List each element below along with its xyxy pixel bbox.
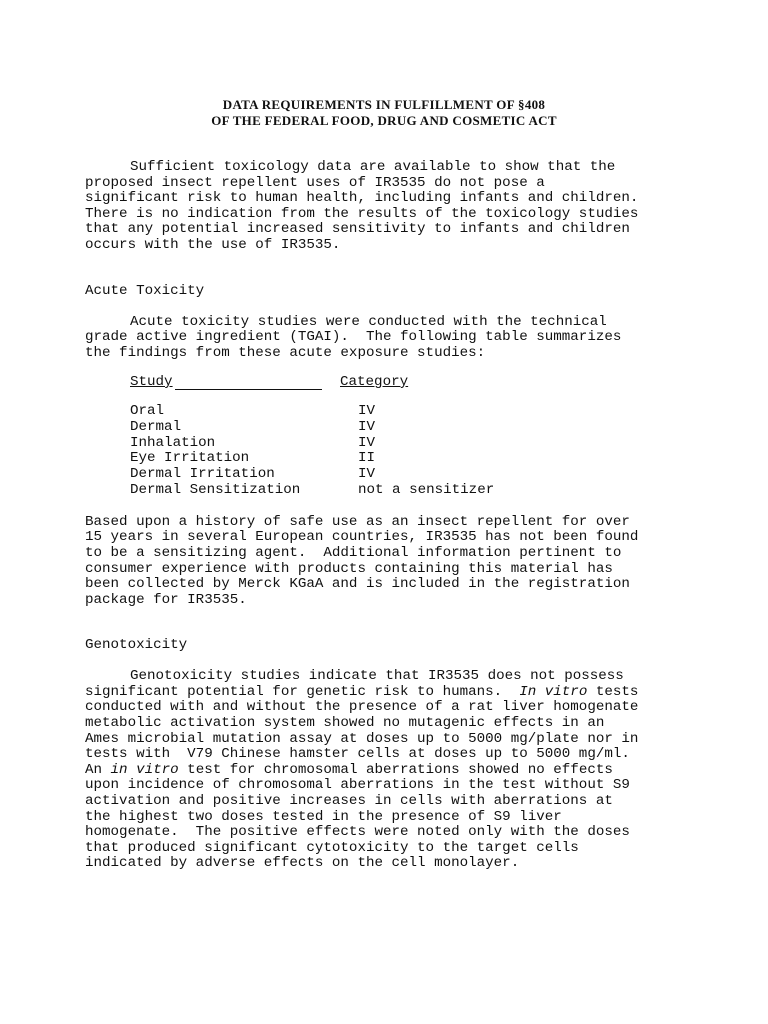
acute-para2-line: to be a sensitizing agent. Additional information pertinent to <box>85 545 622 561</box>
acute-para-line: grade active ingredient (TGAI). The following table summarizes <box>85 329 622 345</box>
table-cell-study: Dermal <box>130 419 182 435</box>
genotox-line: tests with V79 Chinese hamster cells at doses up to 5000 mg/ml. <box>85 746 630 762</box>
genotox-line: indicated by adverse effects on the cell monolayer. <box>85 855 520 871</box>
intro-line: Sufficient toxicology data are available to show that the <box>130 159 616 175</box>
acute-toxicity-heading: Acute Toxicity <box>85 283 205 299</box>
genotox-italic-text: in vitro <box>110 762 179 778</box>
genotox-line: upon incidence of chromosomal aberrations in the test without S9 <box>85 777 630 793</box>
genotox-line: metabolic activation system showed no mutagenic effects in an <box>85 715 605 731</box>
genotox-text: tests <box>587 684 639 700</box>
genotox-line: the highest two doses tested in the presence of S9 liver <box>85 809 562 825</box>
table-cell-study: Inhalation <box>130 435 216 451</box>
intro-line: proposed insect repellent uses of IR3535 do not pose a <box>85 175 545 191</box>
acute-para-line: Acute toxicity studies were conducted with the technical <box>130 314 607 330</box>
table-header-study: Study <box>130 374 173 390</box>
table-cell-category: II <box>358 450 376 466</box>
acute-para2-line: package for IR3535. <box>85 592 247 608</box>
title-line-1: DATA REQUIREMENTS IN FULFILLMENT OF §408 <box>222 97 546 112</box>
intro-line: occurs with the use of IR3535. <box>85 237 341 253</box>
acute-para2-line: consumer experience with products containing this material has <box>85 561 613 577</box>
genotox-line: conducted with and without the presence of a rat liver homogenate <box>85 699 639 715</box>
acute-para2-line: been collected by Merck KGaA and is included in the registration <box>85 576 630 592</box>
genotox-line: activation and positive increases in cells with aberrations at <box>85 793 613 809</box>
intro-line: that any potential increased sensitivity to infants and children <box>85 221 630 237</box>
table-header-category: Category <box>340 374 409 390</box>
acute-para2-line: 15 years in several European countries, IR3535 has not been found <box>85 529 639 545</box>
genotox-line: that produced significant cytotoxicity to the target cells <box>85 840 579 856</box>
acute-para-line: the findings from these acute exposure studies: <box>85 345 486 361</box>
intro-line: significant risk to human health, including infants and children. <box>85 190 639 206</box>
table-cell-category: IV <box>358 419 376 435</box>
intro-line: There is no indication from the results of the toxicology studies <box>85 206 639 222</box>
acute-para2-line: Based upon a history of safe use as an insect repellent for over <box>85 514 630 530</box>
table-cell-category: not a sensitizer <box>358 482 495 498</box>
genotox-line: homogenate. The positive effects were noted only with the doses <box>85 824 630 840</box>
genotox-italic-text: In vitro <box>519 684 588 700</box>
table-cell-study: Dermal Irritation <box>130 466 275 482</box>
table-cell-study: Eye Irritation <box>130 450 250 466</box>
genotox-text: An <box>85 762 111 778</box>
title-line-2: OF THE FEDERAL FOOD, DRUG AND COSMETIC ACT <box>211 113 557 128</box>
genotox-text: test for chromosomal aberrations showed no effects <box>178 762 613 778</box>
genotox-text: significant potential for genetic risk to humans. <box>85 684 520 700</box>
table-cell-study: Dermal Sensitization <box>130 482 301 498</box>
table-cell-category: IV <box>358 435 376 451</box>
table-cell-category: IV <box>358 403 376 419</box>
genotoxicity-heading: Genotoxicity <box>85 637 188 653</box>
table-header-rule <box>175 389 322 390</box>
genotox-line: Ames microbial mutation assay at doses up to 5000 mg/plate nor in <box>85 731 639 747</box>
table-cell-category: IV <box>358 466 376 482</box>
table-cell-study: Oral <box>130 403 165 419</box>
genotox-line: Genotoxicity studies indicate that IR3535 does not possess <box>130 668 624 684</box>
